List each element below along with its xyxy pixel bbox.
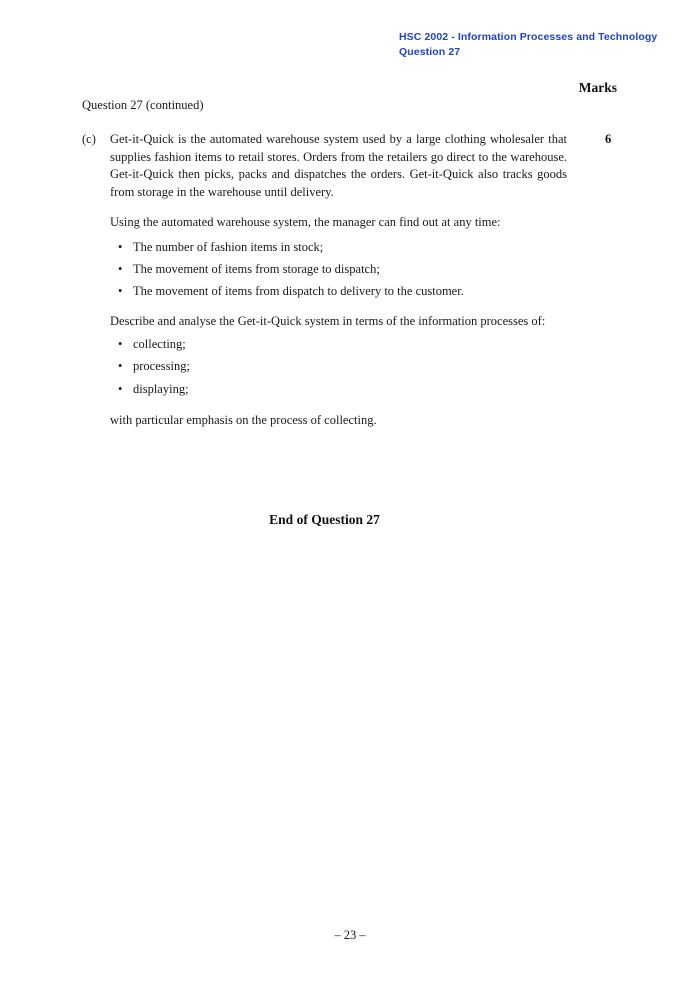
process-list-item: • processing; — [110, 358, 567, 376]
end-of-question-note: End of Question 27 — [269, 512, 380, 527]
question-continued-heading: Question 27 (continued) — [82, 98, 204, 112]
header-course-line: HSC 2002 - Information Processes and Technology — [399, 31, 658, 43]
find-out-list-item: • The number of fashion items in stock; — [110, 239, 567, 257]
find-out-list-item: • The movement of items from storage to dispatch; — [110, 261, 567, 279]
part-c-emphasis-line: with particular emphasis on the process of collecting. — [110, 413, 377, 428]
process-list-item: • collecting; — [110, 336, 567, 354]
process-list-item: • displaying; — [110, 381, 567, 399]
part-c-describe-paragraph: Describe and analyse the Get-it-Quick system in terms of the information processes of: — [110, 313, 546, 328]
header-question-line: Question 27 — [399, 46, 461, 58]
part-c-body — [110, 131, 567, 430]
find-out-list-item: • The movement of items from dispatch to delivery to the customer. — [110, 283, 567, 301]
find-out-list — [110, 239, 567, 301]
document-header — [399, 30, 657, 60]
marks-column-heading: Marks — [578, 80, 617, 95]
part-c-using-line: Using the automated warehouse system, the manager can find out at any time: — [110, 215, 501, 230]
page-number: – 23 – — [334, 928, 366, 942]
part-c-intro-paragraph: Get-it-Quick is the automated warehouse system used by a large clothing wholesaler that supplies fashion items to retail stores. Orders from the retailers go direct to the warehouse. Get-it-Quick then picks, packs and dispatches the orders. Get-it-Quick also tracks goods from storage in the warehouse until delivery. — [110, 132, 567, 199]
process-list — [110, 336, 567, 398]
part-c-label: (c) — [82, 132, 96, 146]
part-c-marks-value: 6 — [605, 132, 612, 146]
